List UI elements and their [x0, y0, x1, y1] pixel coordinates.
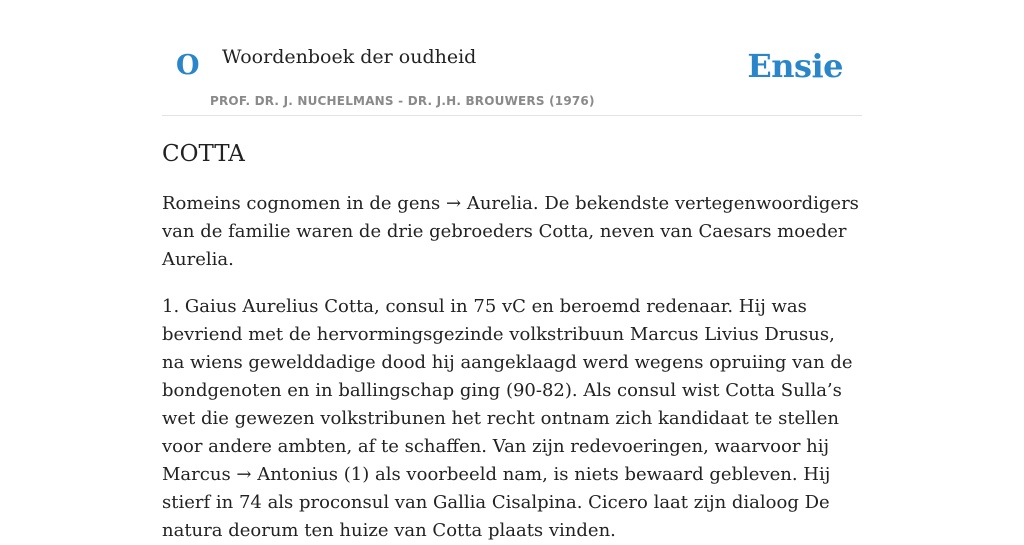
entry-title: COTTA: [162, 141, 245, 167]
index-letter[interactable]: O: [176, 50, 200, 81]
entry-content: [162, 136, 862, 545]
book-header: [162, 0, 862, 116]
ensie-logo[interactable]: Ensie: [747, 47, 843, 85]
entry-paragraph-1: Romeins cognomen in de gens → Aurelia. De bekendste vertegenwoordigers van de familie waren de drie gebroeders Cotta, neven van Caesars moeder Aurelia.: [162, 193, 859, 270]
entry-paragraph-2: 1. Gaius Aurelius Cotta, consul in 75 vC en beroemd redenaar. Hij was bevriend met de hervormingsgezinde volkstribuun Marcus Livius Drusus, na wiens gewelddadige dood hij aangeklaagd werd wegens opruiing van de bondgenoten en in ballingschap ging (90-82). Als consul wist Cotta Sulla’s wet die gewezen volkstribunen het recht ontnam zich kandidaat te stellen voor andere ambten, af te schaffen. Van zijn redevoeringen, waarvoor hij Marcus → Antonius (1) als voorbeeld nam, is niets bewaard gebleven. Hij stierf in 74 als proconsul van Gallia Cisalpina. Cicero laat zijn dialoog De natura deorum ten huize van Cotta plaats vinden.: [162, 296, 853, 541]
book-authors: PROF. DR. J. NUCHELMANS - DR. J.H. BROUWERS (1976): [210, 94, 595, 108]
book-title[interactable]: Woordenboek der oudheid: [222, 46, 477, 68]
